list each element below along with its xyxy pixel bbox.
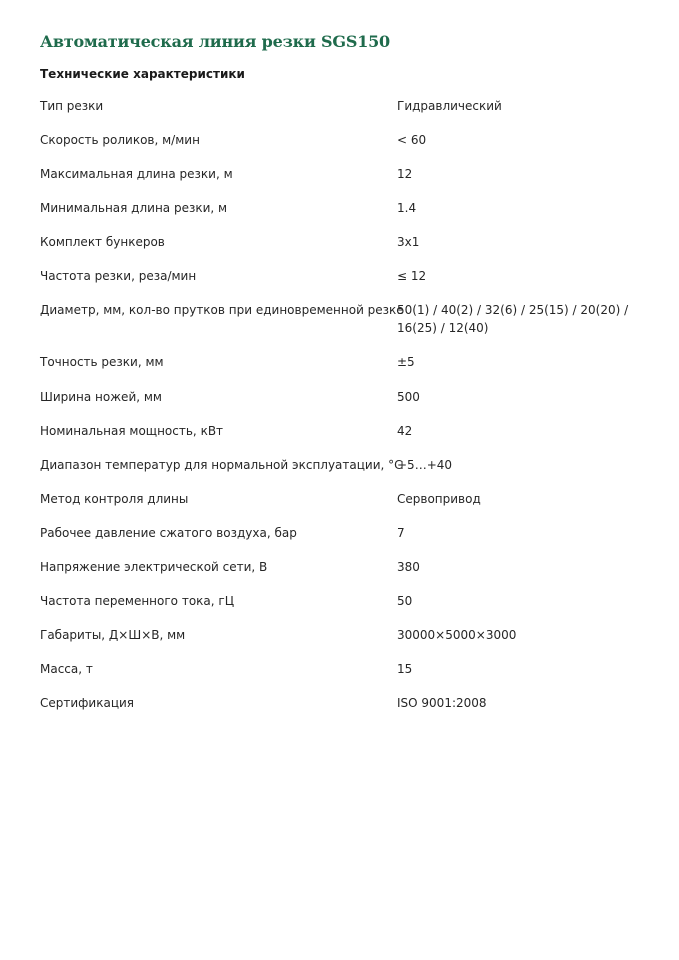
spec-name: Точность резки, мм (40, 355, 164, 369)
spec-value: ≤ 12 (397, 269, 427, 283)
spec-value: 380 (397, 560, 420, 574)
spec-name: Диаметр, мм, кол-во прутков при единовременной резке (40, 303, 404, 317)
spec-value: 7 (397, 526, 405, 540)
spec-value: 12 (397, 167, 413, 181)
spec-value: Сервопривод (397, 492, 481, 506)
spec-value: 42 (397, 424, 413, 438)
spec-value: 30000×5000×3000 (397, 628, 517, 642)
spec-value: 50 (397, 594, 413, 608)
spec-name: Метод контроля длины (40, 492, 189, 506)
spec-value: 1.4 (397, 201, 417, 215)
spec-value: 3х1 (397, 235, 420, 249)
spec-name: Диапазон температур для нормальной эксплуатации, °С (40, 458, 403, 472)
spec-value: 50(1) / 40(2) / 32(6) / 25(15) / 20(20) / 16(25) / 12(40) (397, 303, 629, 335)
spec-name: Сертификация (40, 696, 135, 710)
spec-value: +5…+40 (397, 458, 453, 472)
spec-name: Максимальная длина резки, м (40, 167, 233, 181)
spec-value: 15 (397, 662, 413, 676)
spec-name: Напряжение электрической сети, В (40, 560, 268, 574)
spec-name: Комплект бункеров (40, 235, 165, 249)
spec-name: Частота резки, реза/мин (40, 269, 197, 283)
spec-value: ISO 9001:2008 (397, 696, 487, 710)
document-title: Автоматическая линия резки SGS150 (40, 32, 390, 51)
spec-name: Габариты, Д×Ш×В, мм (40, 628, 186, 642)
spec-name: Номинальная мощность, кВт (40, 424, 224, 438)
spec-value: ±5 (397, 355, 415, 369)
spec-name: Частота переменного тока, гЦ (40, 594, 235, 608)
spec-value: 500 (397, 390, 420, 404)
spec-value: < 60 (397, 133, 427, 147)
spec-name: Минимальная длина резки, м (40, 201, 228, 215)
spec-name: Тип резки (40, 99, 104, 113)
spec-value: Гидравлический (397, 99, 502, 113)
spec-name: Масса, т (40, 662, 93, 676)
spec-name: Ширина ножей, мм (40, 390, 162, 404)
spec-name: Скорость роликов, м/мин (40, 133, 200, 147)
spec-name: Рабочее давление сжатого воздуха, бар (40, 526, 297, 540)
section-heading: Технические характеристики (40, 67, 245, 81)
